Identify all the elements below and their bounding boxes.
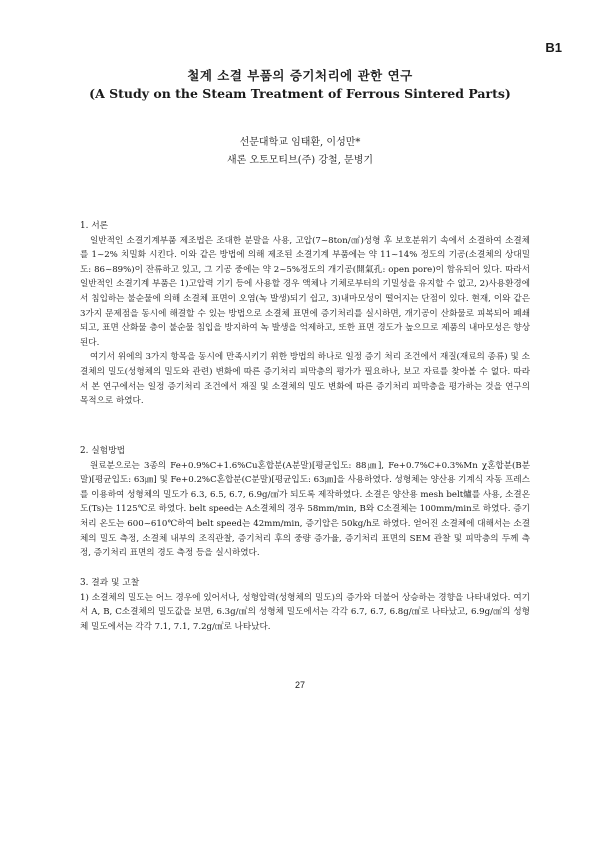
section-heading: 3. 결과 및 고찰 <box>80 578 140 588</box>
section-method <box>80 444 530 561</box>
author-line-2: 새론 오토모티브(주) 강철, 문병기 <box>226 155 374 166</box>
paragraph: 여기서 위에의 3가지 항목을 동시에 만족시키기 위한 방법의 하나로 일정 증기 처리 조건에서 재질(재료의 종류) 및 소결체의 밀도(성형체의 밀도와 관련) 변화에 따른 증기처리 피막층의 평가가 필요하나, 보고 자료를 찾아볼 수 없다. 따라서 본 연구에서는 일정 증기처리 조건에서 재질 및 소결체의 밀도 변화에 따른 증기처리 피막층을 평가하는 것을 연구의 목적으로 하였다. <box>80 352 530 407</box>
author-block <box>0 134 600 170</box>
title-korean: 철계 소결 부품의 증기처리에 관한 연구 <box>187 68 413 83</box>
section-heading: 2. 실험방법 <box>80 446 126 456</box>
paragraph: 1) 소결체의 밀도는 어느 경우에 있어서나, 성형압력(성형체의 밀도)의 증가와 더불어 상승하는 경향을 나타내었다. 여기서 A, B, C소결체의 밀도값을 보면, 6.3g/㎤의 성형체 밀도에서는 각각 6.7, 6.7, 6.8g/㎤로 나타났고, 6.9g/㎤의 성형체 밀도에서는 각각 7.1, 7.1, 7.2g/㎤로 나타났다. <box>80 592 530 632</box>
author-line-1: 선문대학교 임태환, 이성만* <box>239 137 361 148</box>
section-introduction <box>80 219 530 409</box>
paragraph: 원료분으로는 3종의 Fe+0.9%C+1.6%Cu혼합분(A분말)[평균입도: 88㎛], Fe+0.7%C+0.3%Mn χ혼합분(B분말)[평균입도: 63㎛] 및 Fe+0.2%C혼합분(C분말)[평균입도: 63㎛]을 사용하였다. 성형체는 양산용 기계식 자동 프레스를 이용하여 성형체의 밀도가 6.3, 6.5, 6.7, 6.9g/㎤가 되도록 제작하였다. 소결은 양산용 mesh belt爐를 사용, 소결온도(Ts)는 1125℃로 하였다. belt speed는 A소결체의 경우 58mm/min, B와 C소결체는 100mm/min로 하였다. 증기처리 온도는 600~610℃하여 belt speed는 42mm/min, 증기압은 50kg/h로 하였다. 얻어진 소결체에 대해서는 소결체의 밀도 측정, 소결체 내부의 조직관찰, 증기처리 후의 중량 증가율, 증기처리 표면의 SEM 관찰 및 피막층의 두께 측정, 증기처리 표면의 경도 측정 등을 실시하였다. <box>80 460 530 559</box>
section-heading: 1. 서론 <box>80 221 109 231</box>
title-english: (A Study on the Steam Treatment of Ferrous Sintered Parts) <box>89 86 511 101</box>
page-code: B1 <box>545 40 562 55</box>
section-results <box>80 576 530 634</box>
page-number: 27 <box>294 680 305 690</box>
paragraph: 일반적인 소결기계부품 제조법은 조대한 분말을 사용, 고압(7~8ton/㎠)성형 후 보호분위기 속에서 소결하여 소결체를 1~2% 치밀화 시킨다. 이와 같은 방법에 의해 제조된 소결기계 부품에는 약 11~14% 정도의 기공(소결체의 상대밀도: 86~89%)이 잔류하고 있고, 그 기공 중에는 약 2~5%정도의 개기공(開氣孔: open pore)이 함유되어 있다. 따라서 일반적인 소결기계 부품은 1)고압력 기기 등에 사용할 경우 액체나 기체로부터의 기밀성을 유지할 수 없고, 2)사용환경에서 침입하는 불순물에 의해 소결체 표면이 오염(녹 발생)되기 쉽고, 3)내마모성이 떨어지는 단점이 있다. 현재, 이와 같은 3가지 문제점을 동시에 해결할 수 있는 방법으로 소결체 표면에 증기처리를 실시하면, 개기공이 산화물로 피복되어 폐쇄되고, 표면 산화물 층이 불순물 침입을 방지하여 녹 발생을 억제하고, 또한 표면 경도가 높으므로 제품의 내마모성은 향상된다. <box>80 235 530 348</box>
